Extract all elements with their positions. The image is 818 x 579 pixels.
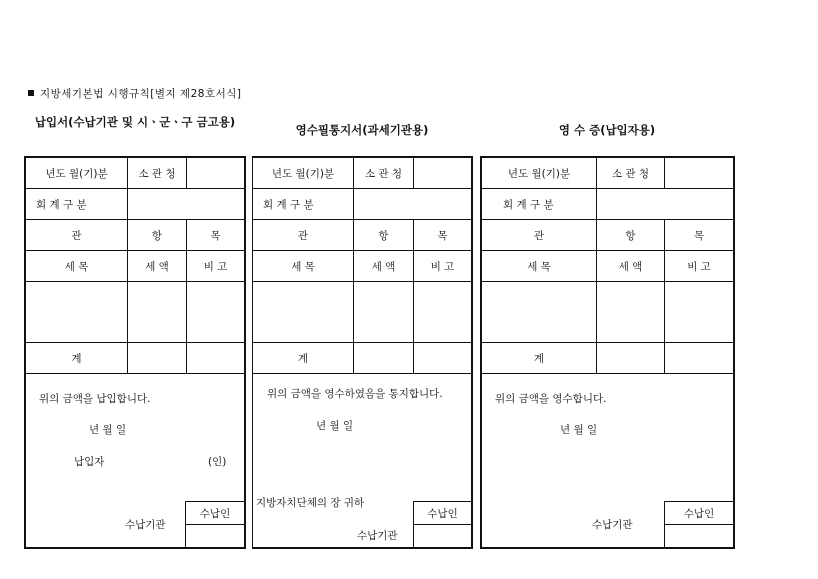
- form2-bigo-value[interactable]: [413, 282, 471, 342]
- form3-seaek-label: 세 액: [596, 251, 664, 281]
- form1-seaek-label: 세 액: [127, 251, 186, 281]
- form2-mok-label: 목: [413, 220, 471, 250]
- form3-receiving-label: 수납기관: [592, 519, 633, 531]
- form2-panel: [252, 156, 473, 549]
- form2-statement: 위의 금액을 영수하였음을 통지합니다.: [267, 388, 443, 400]
- form1-panel: [24, 156, 246, 549]
- form1-semok-value[interactable]: [26, 282, 127, 342]
- form3-row-data: [482, 282, 733, 343]
- form2-gwan-label: 관: [297, 229, 309, 242]
- form1-statement: 위의 금액을 납입합니다.: [39, 393, 151, 405]
- form1-stamp-box[interactable]: [185, 501, 245, 548]
- form1-total-label: 계: [71, 352, 82, 365]
- form3-account-label: 회 계 구 분: [503, 198, 554, 211]
- form1-stamp-label: 수납인: [186, 502, 244, 525]
- bullet-square-icon: [28, 90, 34, 96]
- form3-total-value[interactable]: [596, 343, 664, 373]
- form1-office-value[interactable]: [186, 158, 244, 188]
- form1-total-note[interactable]: [186, 343, 244, 373]
- form3-date: 년 월 일: [560, 424, 598, 436]
- form3-gwan-label: 관: [533, 229, 545, 242]
- form3-bigo-label: 비 고: [664, 251, 733, 281]
- form3-row-total: [482, 343, 733, 374]
- form2-stamp-label: 수납인: [414, 502, 471, 525]
- form2-bigo-label: 비 고: [413, 251, 471, 281]
- form1-bigo-value[interactable]: [186, 282, 244, 342]
- form3-title: 영 수 증(납입자용): [558, 123, 656, 137]
- form3-row-gwan: [482, 220, 733, 251]
- form3-year-label: 년도 월(기)분: [507, 167, 571, 180]
- form2-account-value[interactable]: [353, 189, 471, 219]
- form2-total-value[interactable]: [353, 343, 413, 373]
- form1-total-value[interactable]: [127, 343, 186, 373]
- form1-row-account: [26, 189, 244, 220]
- form2-row-data: [253, 282, 471, 343]
- form3-hang-label: 항: [596, 220, 664, 250]
- form3-panel: [480, 156, 735, 549]
- form2-semok-value[interactable]: [253, 282, 353, 342]
- form3-total-label: 계: [533, 352, 545, 365]
- form3-semok-value[interactable]: [482, 282, 596, 342]
- form1-title: 납입서(수납기관 및 시ㆍ군ㆍ구 금고용): [34, 115, 236, 129]
- form1-account-value[interactable]: [127, 189, 244, 219]
- form2-seaek-label: 세 액: [353, 251, 413, 281]
- form1-row-gwan: [26, 220, 244, 251]
- form1-row-semok: [26, 251, 244, 282]
- form3-semok-label: 세 목: [527, 260, 551, 273]
- form2-row-semok: [253, 251, 471, 282]
- form2-office-value[interactable]: [413, 158, 471, 188]
- form3-mok-label: 목: [664, 220, 733, 250]
- form2-receiving-label: 수납기관: [357, 530, 398, 542]
- form2-row-account: [253, 189, 471, 220]
- form3-office-value[interactable]: [664, 158, 733, 188]
- form1-receiving-label: 수납기관: [125, 519, 166, 531]
- form3-account-value[interactable]: [596, 189, 733, 219]
- form2-title: 영수필통지서(과세기관용): [295, 123, 429, 137]
- form1-hang-label: 항: [127, 220, 186, 250]
- form1-year-label: 년도 월(기)분: [45, 167, 108, 180]
- form3-row-year: [482, 158, 733, 189]
- form1-semok-label: 세 목: [64, 260, 89, 273]
- form1-mok-label: 목: [186, 220, 244, 250]
- form-header: [28, 86, 242, 101]
- form3-total-note[interactable]: [664, 343, 733, 373]
- form1-office-label: 소 관 청: [127, 158, 186, 188]
- form2-row-gwan: [253, 220, 471, 251]
- form3-seaek-value[interactable]: [596, 282, 664, 342]
- form3-bigo-value[interactable]: [664, 282, 733, 342]
- form3-stamp-box[interactable]: [664, 501, 734, 548]
- form1-row-data: [26, 282, 244, 343]
- form3-row-account: [482, 189, 733, 220]
- form2-date: 년 월 일: [316, 420, 354, 432]
- form2-year-label: 년도 월(기)분: [271, 167, 335, 180]
- form1-seaek-value[interactable]: [127, 282, 186, 342]
- form2-account-label: 회 계 구 분: [263, 198, 314, 211]
- form2-seaek-value[interactable]: [353, 282, 413, 342]
- form1-seal-mark: (인): [208, 456, 227, 468]
- form2-total-label: 계: [297, 352, 309, 365]
- form1-gwan-label: 관: [71, 229, 82, 242]
- form2-addressee: 지방자치단체의 장 귀하: [256, 497, 365, 509]
- form2-stamp-box[interactable]: [413, 501, 472, 548]
- form2-row-total: [253, 343, 471, 374]
- form2-row-year: [253, 158, 471, 189]
- form2-hang-label: 항: [353, 220, 413, 250]
- form-header-text: 지방세기본법 시행규칙[별지 제28호서식]: [40, 88, 242, 100]
- form3-statement: 위의 금액을 영수합니다.: [495, 393, 607, 405]
- form1-row-year: [26, 158, 244, 189]
- form1-payer-label: 납입자: [74, 456, 105, 468]
- form1-row-total: [26, 343, 244, 374]
- form3-row-semok: [482, 251, 733, 282]
- form3-stamp-label: 수납인: [665, 502, 733, 525]
- form1-account-label: 회 계 구 분: [36, 198, 87, 211]
- form1-bigo-label: 비 고: [186, 251, 244, 281]
- form2-semok-label: 세 목: [291, 260, 315, 273]
- form2-total-note[interactable]: [413, 343, 471, 373]
- form1-date: 년 월 일: [89, 424, 127, 436]
- form3-office-label: 소 관 청: [596, 158, 664, 188]
- form2-office-label: 소 관 청: [353, 158, 413, 188]
